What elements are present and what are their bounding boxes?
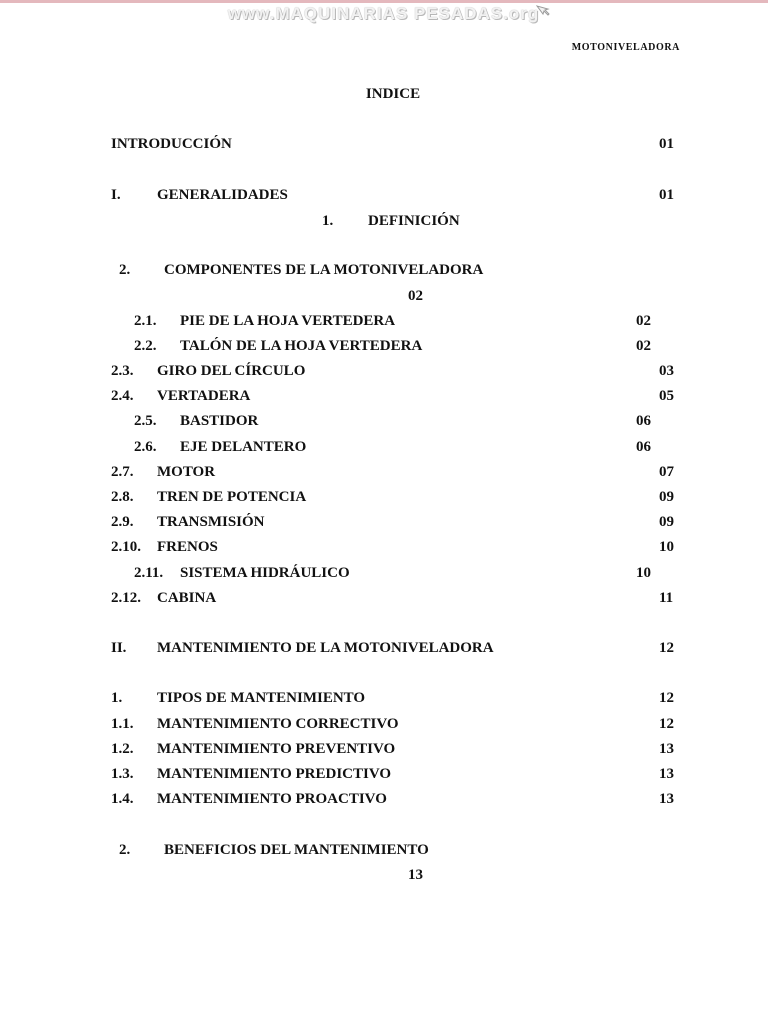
watermark — [0, 2, 768, 28]
toc-entry-1-1 — [111, 716, 677, 736]
page-title: INDICE — [365, 86, 421, 102]
toc-entry-number: 2.11. — [134, 565, 164, 581]
toc-entry-text: FRENOS — [157, 539, 218, 555]
toc-entry-page: 03 — [659, 363, 674, 379]
toc-entry-page: 02 — [636, 338, 651, 354]
toc-entry-text: BASTIDOR — [180, 413, 259, 429]
toc-entry-number: 1.1. — [111, 716, 134, 732]
toc-entry-text: SISTEMA HIDRÁULICO — [180, 565, 350, 581]
toc-entry-page: 01 — [659, 187, 674, 203]
toc-entry-number: 2.8. — [111, 489, 134, 505]
toc-entry-page: 05 — [659, 388, 674, 404]
toc-entry-number: 2.4. — [111, 388, 134, 404]
toc-entry-1-3 — [111, 766, 677, 786]
toc-entry-text: GENERALIDADES — [157, 187, 288, 203]
toc-entry-text: INTRODUCCIÓN — [111, 136, 232, 152]
toc-entry-text: MANTENIMIENTO DE LA MOTONIVELADORA — [157, 640, 494, 656]
toc-entry-text: MANTENIMIENTO PREVENTIVO — [157, 741, 396, 757]
toc-entry-text: MOTOR — [157, 464, 216, 480]
toc-entry-text: TIPOS DE MANTENIMIENTO — [157, 690, 366, 706]
toc-entry-number: 1. — [111, 690, 123, 706]
toc-entry-page: 13 — [659, 741, 674, 757]
toc-entry-2-9 — [111, 514, 677, 534]
toc-entry-number: 2.10. — [111, 539, 141, 555]
toc-entry-page: 07 — [659, 464, 674, 480]
toc-entry-number: 1.4. — [111, 791, 134, 807]
toc-entry-2-1 — [134, 313, 654, 333]
toc-entry-number: 2.5. — [134, 413, 157, 429]
toc-entry-number: 2.9. — [111, 514, 134, 530]
toc-entry-page: 12 — [659, 640, 674, 656]
toc-entry-page: 12 — [659, 716, 674, 732]
toc-entry-2-7 — [111, 464, 677, 484]
toc-entry-componentes — [119, 262, 539, 282]
toc-entry-text: VERTADERA — [157, 388, 251, 404]
toc-entry-number: 2.1. — [134, 313, 157, 329]
toc-entry-page: 13 — [659, 766, 674, 782]
toc-entry-text: TREN DE POTENCIA — [157, 489, 307, 505]
toc-entry-2-8 — [111, 489, 677, 509]
toc-entry-text: DEFINICIÓN — [368, 213, 460, 229]
toc-entry-text: COMPONENTES DE LA MOTONIVELADORA — [164, 262, 484, 278]
toc-entry-1 — [111, 690, 677, 710]
toc-entry-2-4 — [111, 388, 677, 408]
toc-entry-number: 2. — [119, 262, 131, 278]
toc-entry-text: CABINA — [157, 590, 217, 606]
toc-entry-2-10 — [111, 539, 677, 559]
toc-entry-number: I. — [111, 187, 121, 203]
toc-entry-number: 1.2. — [111, 741, 134, 757]
toc-entry-2-5 — [134, 413, 654, 433]
toc-entry-text: GIRO DEL CÍRCULO — [157, 363, 306, 379]
toc-entry-number: 1. — [322, 213, 334, 229]
toc-entry-2-6 — [134, 439, 654, 459]
toc-entry-text: MANTENIMIENTO PREDICTIVO — [157, 766, 392, 782]
toc-entry-page: 12 — [659, 690, 674, 706]
toc-entry-page: 02 — [636, 313, 651, 329]
toc-entry-2-2 — [134, 338, 654, 358]
toc-entry-page: 10 — [636, 565, 651, 581]
toc-entry-page: 09 — [659, 514, 674, 530]
toc-entry-number: 2.6. — [134, 439, 157, 455]
toc-entry-mantenimiento — [111, 640, 677, 660]
toc-entry-number: 2.2. — [134, 338, 157, 354]
toc-entry-page: 13 — [659, 791, 674, 807]
toc-entry-number: 2.7. — [111, 464, 134, 480]
toc-entry-beneficios — [119, 842, 539, 862]
toc-entry-page: 10 — [659, 539, 674, 555]
toc-entry-2-3 — [111, 363, 677, 383]
toc-entry-page: 09 — [659, 489, 674, 505]
toc-entry-number: 2. — [119, 842, 131, 858]
toc-entry-1-4 — [111, 791, 677, 811]
toc-entry-number: 1.3. — [111, 766, 134, 782]
toc-entry-number: 2.3. — [111, 363, 134, 379]
toc-entry-2-12 — [111, 590, 677, 610]
toc-entry-text: EJE DELANTERO — [180, 439, 307, 455]
toc-entry-text: MANTENIMIENTO CORRECTIVO — [157, 716, 399, 732]
toc-entry-page: 06 — [636, 439, 651, 455]
toc-entry-2-11 — [134, 565, 654, 585]
watermark-text: www.MAQUINARIAS PESADAS.org — [227, 4, 540, 23]
toc-entry-definicion — [322, 213, 482, 233]
toc-entry-text: TALÓN DE LA HOJA VERTEDERA — [180, 338, 423, 354]
toc-entry-number: 2.12. — [111, 590, 141, 606]
running-header: MOTONIVELADORA — [571, 42, 680, 53]
toc-entry-page: 11 — [659, 590, 674, 606]
toc-entry-page: 01 — [659, 136, 674, 152]
toc-entry-page: 02 — [408, 288, 423, 304]
toc-entry-generalidades — [111, 187, 677, 207]
toc-entry-number: II. — [111, 640, 127, 656]
toc-entry-text: MANTENIMIENTO PROACTIVO — [157, 791, 387, 807]
toc-entry-page: 06 — [636, 413, 651, 429]
toc-entry-introduccion — [111, 136, 677, 156]
toc-entry-text: BENEFICIOS DEL MANTENIMIENTO — [164, 842, 429, 858]
toc-entry-page: 13 — [408, 867, 423, 883]
toc-entry-text: TRANSMISIÓN — [157, 514, 265, 530]
toc-entry-text: PIE DE LA HOJA VERTEDERA — [180, 313, 396, 329]
toc-entry-1-2 — [111, 741, 677, 761]
